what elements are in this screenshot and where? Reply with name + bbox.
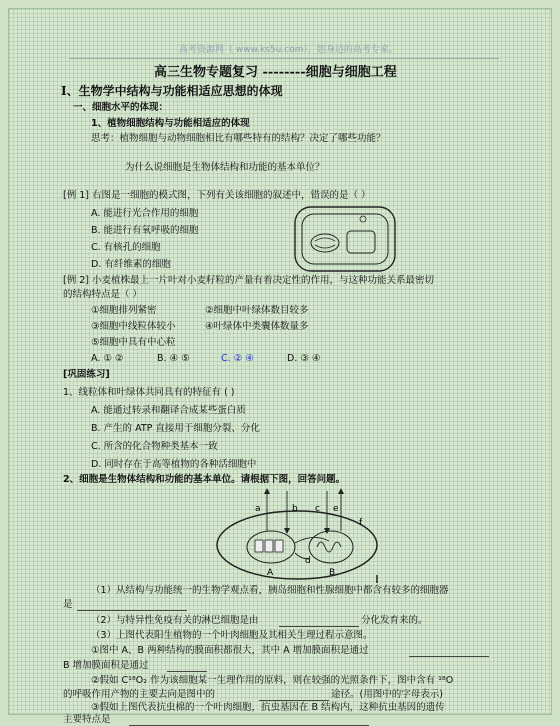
blank-q3a-2 — [167, 671, 207, 672]
practice-q2: 2、细胞是生物体结构和功能的基本单位。请根据下图，回答问题。 — [63, 474, 346, 485]
plant-cell-figure — [293, 205, 397, 273]
practice-q1: 1、线粒体和叶绿体共同具有的特征有 ( ) — [63, 387, 235, 398]
example1-option-c: C. 有核孔的细胞 — [91, 242, 161, 253]
example2-item-3: ③细胞中线粒体较小 — [91, 321, 176, 332]
blank-q3b — [259, 700, 329, 701]
blank-q1 — [77, 610, 187, 611]
practice-q1-option-a: A. 能通过转录和翻译合成某些蛋白质 — [91, 405, 246, 416]
practice-q1-option-d: D. 同时存在于高等植物的各种活细胞中 — [91, 459, 257, 470]
diagram-label-f: f — [359, 518, 363, 528]
example1-stem: [例 1] 右图是一细胞的模式图，下列有关该细胞的叙述中，错误的是（ ） — [63, 190, 371, 201]
header-rule — [69, 58, 499, 59]
practice-q1-option-c: C. 所含的化合物种类基本一致 — [91, 441, 218, 452]
cell-diagram — [209, 485, 389, 583]
subheading-cell-level: 一、细胞水平的体现： — [73, 102, 169, 113]
practice-label: [巩固练习] — [63, 369, 110, 380]
question-3: （3）上图代表阳生植物的一个叶肉细胞及其相关生理过程示意图。 — [91, 630, 373, 641]
question-3b-line1: ②假如 C¹⁸O₂ 作为该细胞某一生理作用的原料，则在较强的光照条件下，图中含有 ¹⁸O — [91, 675, 454, 686]
question-2: （2）与特异性免疫有关的淋巴细胞是由 — [91, 615, 259, 626]
example2-stem-line2: 的结构特点是（ ） — [63, 289, 143, 300]
question-1-line1: （1）从结构与功能统一的生物学观点看，胰岛细胞和性腺细胞中都含有较多的细胞器 — [91, 585, 449, 596]
example2-answer-d: D. ③ ④ — [287, 353, 321, 364]
blank-q3a-1 — [409, 656, 489, 657]
example2-item-2: ②细胞中叶绿体数目较多 — [205, 305, 309, 316]
question-3b-end: 途径。(用图中的字母表示) — [331, 689, 443, 700]
diagram-label-A: A — [267, 568, 274, 578]
question-3c-line2: 主要特点是 — [63, 714, 111, 725]
example1-option-b: B. 能进行有氧呼吸的细胞 — [91, 225, 199, 236]
header-source: 高考资源网（ www.ks5u.com），您身边的高考专家。 — [179, 45, 398, 55]
document-title: 高三生物专题复习 --------细胞与细胞工程 — [154, 65, 397, 80]
example2-answer-b: B. ④ ⑤ — [157, 353, 190, 364]
question-3c-line1: ③假如上图代表抗虫棉的一个叶肉细胞，抗虫基因在 B 结构内，这种抗虫基因的遗传 — [91, 702, 445, 713]
diagram-label-e: e — [333, 504, 339, 514]
question-3a-line2: B 增加膜面积是通过 — [63, 660, 149, 671]
example2-stem-line1: [例 2] 小麦植株最上一片叶对小麦籽粒的产量有着决定性的作用，与这种功能关系最密切 — [63, 275, 434, 286]
example2-answer-c: C. ② ④ — [221, 353, 254, 364]
example2-item-1: ①细胞排列紧密 — [91, 305, 157, 316]
diagram-label-c: c — [315, 504, 320, 514]
example1-option-a: A. 能进行光合作用的细胞 — [91, 208, 199, 219]
example2-answer-a: A. ① ② — [91, 353, 124, 364]
section-heading: Ⅰ、生物学中结构与功能相适应思想的体现 — [61, 84, 283, 98]
diagram-label-a: a — [255, 504, 261, 514]
example1-option-d: D. 有纤维素的细胞 — [91, 259, 171, 270]
blank-q2 — [279, 626, 359, 627]
question-2-end: 分化发育来的。 — [361, 615, 428, 626]
subheading-plant-cell: 1、植物细胞结构与功能相适应的体现 — [91, 118, 250, 129]
diagram-label-d: d — [305, 556, 311, 566]
example2-item-4: ④叶绿体中类囊体数量多 — [205, 321, 309, 332]
example2-item-5: ⑤细胞中具有中心粒 — [91, 337, 176, 348]
document-page — [8, 8, 552, 725]
question-1-line2: 是 — [63, 599, 73, 610]
question-3b-line2: 的呼吸作用产物的主要去向是图中的 — [63, 689, 216, 700]
diagram-label-B: B — [329, 568, 336, 578]
why-question: 为什么说细胞是生物体结构和功能的基本单位？ — [125, 162, 325, 173]
think-question: 思考：植物细胞与动物细胞相比有哪些特有的结构？决定了哪些功能？ — [91, 133, 386, 144]
practice-q1-option-b: B. 产生的 ATP 直接用于细胞分裂、分化 — [91, 423, 260, 434]
question-3a-line1: ①图中 A、B 两种结构的膜面积都很大，其中 A 增加膜面积是通过 — [91, 645, 369, 656]
diagram-label-b: b — [292, 504, 298, 514]
